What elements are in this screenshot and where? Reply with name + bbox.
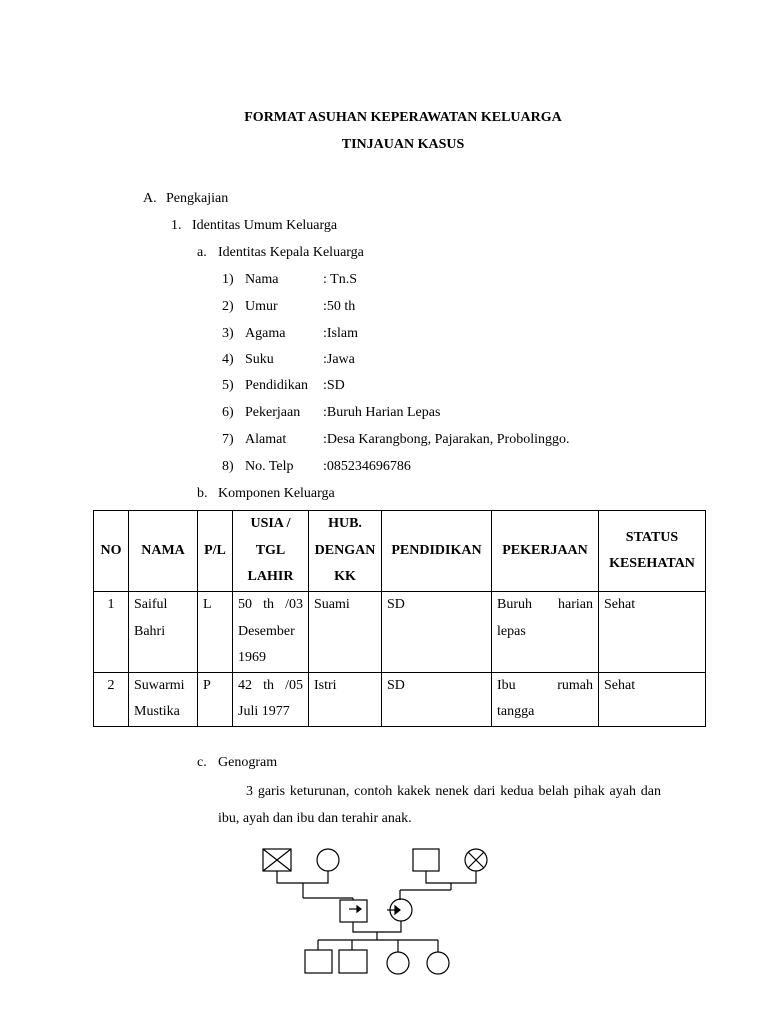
cell-usia: 50 th /03 Desember 1969 xyxy=(233,592,309,673)
cell-pendidikan: SD xyxy=(382,672,492,726)
cell-hub: Suami xyxy=(309,592,382,673)
sub-b-marker: b. xyxy=(197,486,208,501)
identity-value: :Jawa xyxy=(323,352,355,367)
cell-nama: Saiful Bahri xyxy=(129,592,198,673)
table-row xyxy=(94,672,706,726)
sub-c-label: Genogram xyxy=(218,755,278,770)
item-1-heading xyxy=(171,218,338,234)
sub-a-marker: a. xyxy=(197,245,207,260)
father-icon xyxy=(340,900,367,922)
cell-status: Sehat xyxy=(599,592,706,673)
document-subtitle: TINJAUAN KASUS xyxy=(341,137,465,152)
identity-label: Pekerjaan xyxy=(245,405,301,420)
marriage-line-right xyxy=(400,871,476,900)
item-1-label: Identitas Umum Keluarga xyxy=(192,218,338,233)
sub-c-heading xyxy=(197,755,278,771)
genogram-description: 3 garis keturunan, contoh kakek nenek dari kedua belah pihak ayah dan ibu, ayah dan ibu dan terahir anak. xyxy=(218,784,661,826)
family-members-table xyxy=(93,510,706,727)
cell-usia: 42 th /05 Juli 1977 xyxy=(233,672,309,726)
identity-label: Agama xyxy=(245,326,286,341)
marriage-line-parents xyxy=(318,921,438,952)
section-a-label: Pengkajian xyxy=(166,191,229,206)
identity-item-nama xyxy=(222,272,357,288)
cell-pl: P xyxy=(198,672,233,726)
identity-number: 5) xyxy=(222,378,234,393)
header-no: NO xyxy=(94,511,129,592)
identity-value: :Islam xyxy=(323,326,358,341)
identity-number: 7) xyxy=(222,432,234,447)
cell-pekerjaan: Buruh harian lepas xyxy=(492,592,599,673)
header-hub: HUB. DENGAN KK xyxy=(309,511,382,592)
son-2-icon xyxy=(339,950,367,973)
header-pekerjaan: PEKERJAAN xyxy=(492,511,599,592)
identity-value: :Desa Karangbong, Pajarakan, Probolinggo. xyxy=(323,432,570,447)
identity-value: :Buruh Harian Lepas xyxy=(323,405,441,420)
mother-icon xyxy=(387,899,412,921)
cell-pekerjaan: Ibu rumah tangga xyxy=(492,672,599,726)
identity-number: 4) xyxy=(222,352,234,367)
identity-label: Nama xyxy=(245,272,279,287)
identity-item-alamat xyxy=(222,432,570,448)
header-pendidikan: PENDIDIKAN xyxy=(382,511,492,592)
sub-a-heading xyxy=(197,245,364,261)
sub-b-heading xyxy=(197,486,335,502)
identity-value: :50 th xyxy=(323,299,356,314)
section-a-heading xyxy=(143,191,229,207)
sub-a-label: Identitas Kepala Keluarga xyxy=(218,245,364,260)
header-pl: P/L xyxy=(198,511,233,592)
table-row xyxy=(94,592,706,673)
cell-no: 2 xyxy=(94,672,129,726)
grandmother-icon xyxy=(317,849,339,871)
daughter-2-icon xyxy=(427,952,449,974)
marriage-line-left xyxy=(277,871,353,900)
identity-value: :SD xyxy=(323,378,345,393)
identity-label: Alamat xyxy=(245,432,287,447)
identity-item-no-telp xyxy=(222,459,411,475)
identity-value: :085234696786 xyxy=(323,459,411,474)
grandfather-icon xyxy=(413,849,439,871)
identity-item-suku xyxy=(222,352,355,368)
header-status: STATUS KESEHATAN xyxy=(599,511,706,592)
sub-b-label: Komponen Keluarga xyxy=(218,486,335,501)
identity-label: Suku xyxy=(245,352,274,367)
deceased-grandmother-icon xyxy=(465,849,487,871)
identity-number: 1) xyxy=(222,272,234,287)
deceased-grandfather-icon xyxy=(263,849,291,871)
identity-item-pendidikan xyxy=(222,378,345,394)
cell-hub: Istri xyxy=(309,672,382,726)
son-1-icon xyxy=(305,950,332,973)
header-nama: NAMA xyxy=(129,511,198,592)
document-title: FORMAT ASUHAN KEPERAWATAN KELUARGA xyxy=(244,110,562,125)
identity-number: 8) xyxy=(222,459,234,474)
header-usia: USIA / TGL LAHIR xyxy=(233,511,309,592)
cell-status: Sehat xyxy=(599,672,706,726)
identity-value: : Tn.S xyxy=(323,272,357,287)
cell-pendidikan: SD xyxy=(382,592,492,673)
daughter-1-icon xyxy=(387,952,409,974)
identity-number: 2) xyxy=(222,299,234,314)
cell-pl: L xyxy=(198,592,233,673)
identity-item-pekerjaan xyxy=(222,405,441,421)
sub-c-marker: c. xyxy=(197,755,207,770)
identity-label: No. Telp xyxy=(245,459,294,474)
identity-item-agama xyxy=(222,326,358,342)
identity-label: Pendidikan xyxy=(245,378,308,393)
identity-number: 6) xyxy=(222,405,234,420)
identity-label: Umur xyxy=(245,299,278,314)
section-a-marker: A. xyxy=(143,191,157,206)
cell-no: 1 xyxy=(94,592,129,673)
identity-item-umur xyxy=(222,299,356,315)
cell-nama: Suwarmi Mustika xyxy=(129,672,198,726)
item-1-marker: 1. xyxy=(171,218,182,233)
identity-number: 3) xyxy=(222,326,234,341)
genogram-diagram xyxy=(255,838,495,978)
table-header-row xyxy=(94,511,706,592)
